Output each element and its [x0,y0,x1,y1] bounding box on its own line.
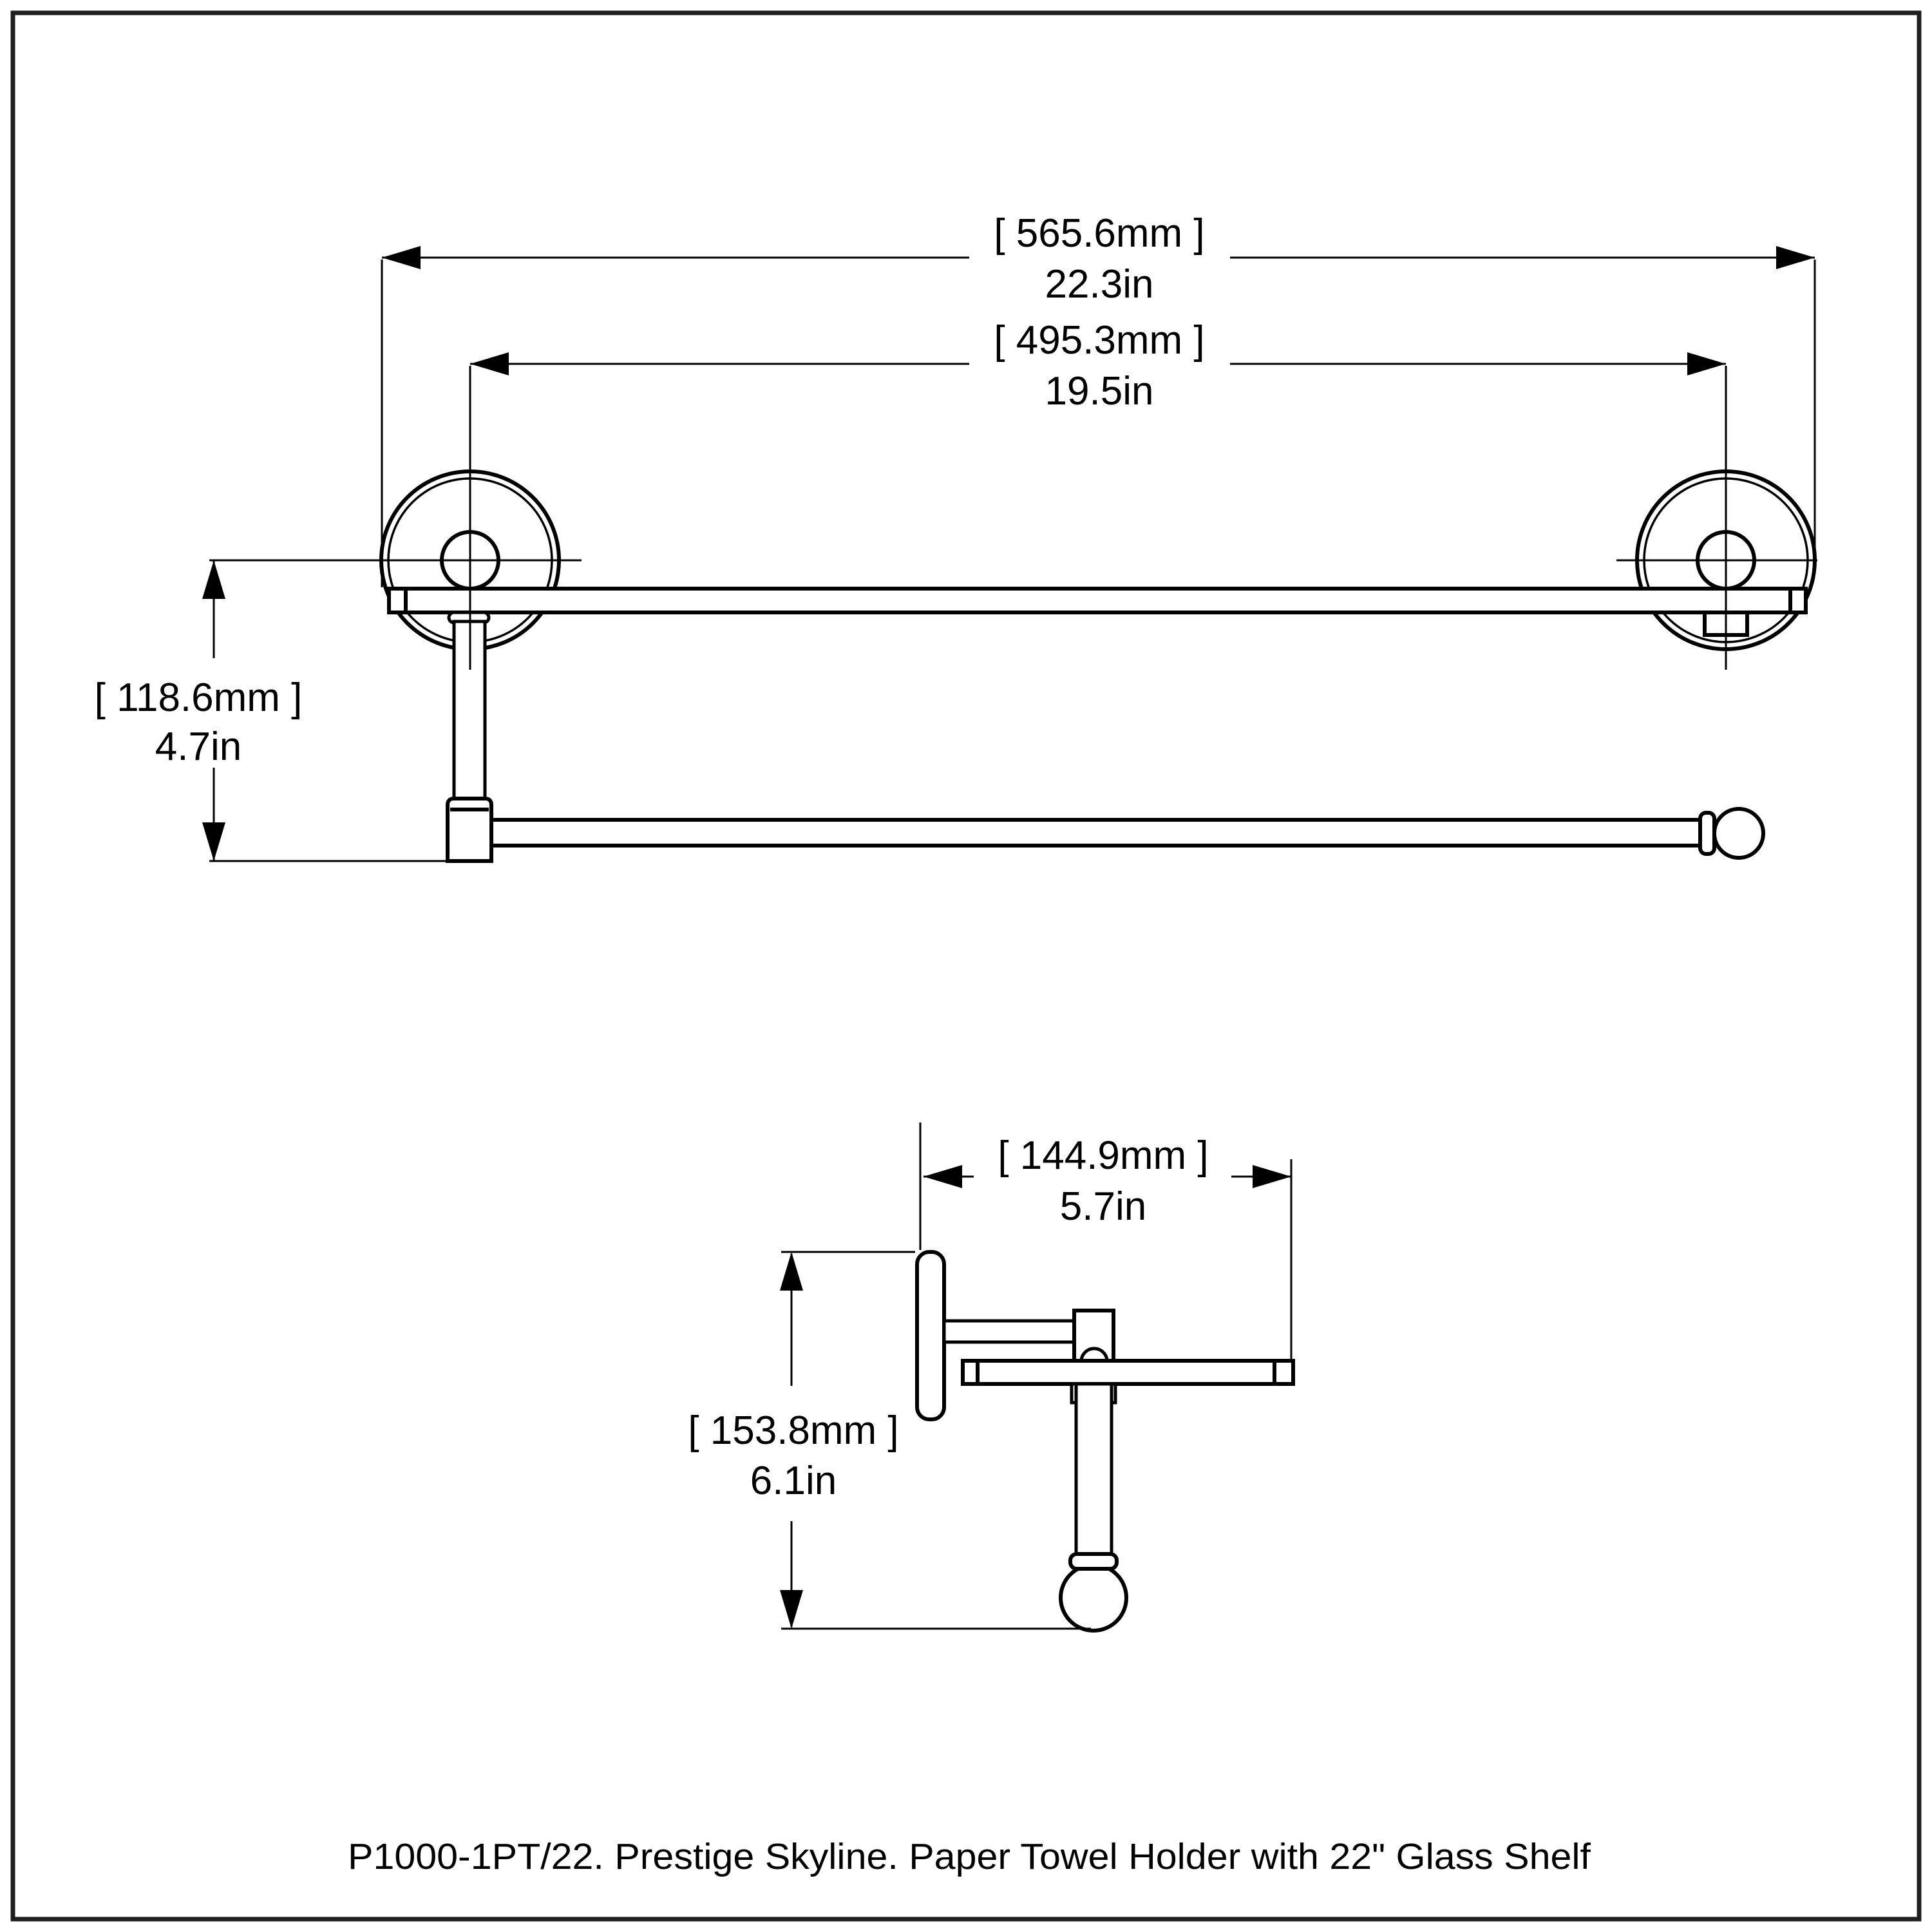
dim-depth-mm: [ 144.9mm ] [998,1133,1209,1178]
glass-shelf [389,589,1806,612]
dim-depth [923,1133,1291,1229]
side-view [688,1122,1293,1631]
dim-drop-height-mm: [ 118.6mm ] [94,676,303,720]
paper-towel-bar [491,809,1763,858]
dim-drop-height-in: 4.7in [155,724,242,769]
dim-mount-centers-mm: [ 495.3mm ] [994,318,1205,363]
front-view [95,211,1817,861]
dim-mount-centers [470,318,1726,413]
dim-overall-width-in: 22.3in [1045,262,1154,307]
bar-end-collar [1700,813,1714,854]
wall-plate [917,1252,944,1419]
dim-overall-width-mm: [ 565.6mm ] [994,211,1205,256]
dim-depth-in: 5.7in [1059,1184,1147,1229]
shelf-edge [963,1361,1293,1384]
dim-height [688,1252,898,1629]
side-post-ball [1061,1565,1126,1631]
side-post [1061,1384,1126,1631]
side-post-ring [1070,1554,1117,1569]
border-frame [13,13,1919,1919]
dim-drop-height [95,560,303,861]
bar-end-ball [1714,809,1763,858]
dim-height-in: 6.1in [750,1459,837,1503]
dim-mount-centers-in: 19.5in [1045,369,1154,413]
mounting-arm [944,1321,1077,1342]
caption: P1000-1PT/22. Prestige Skyline. Paper Towel Holder with 22" Glass Shelf [348,1836,1591,1877]
dim-overall-width [382,211,1815,307]
dim-height-mm: [ 153.8mm ] [688,1408,899,1453]
